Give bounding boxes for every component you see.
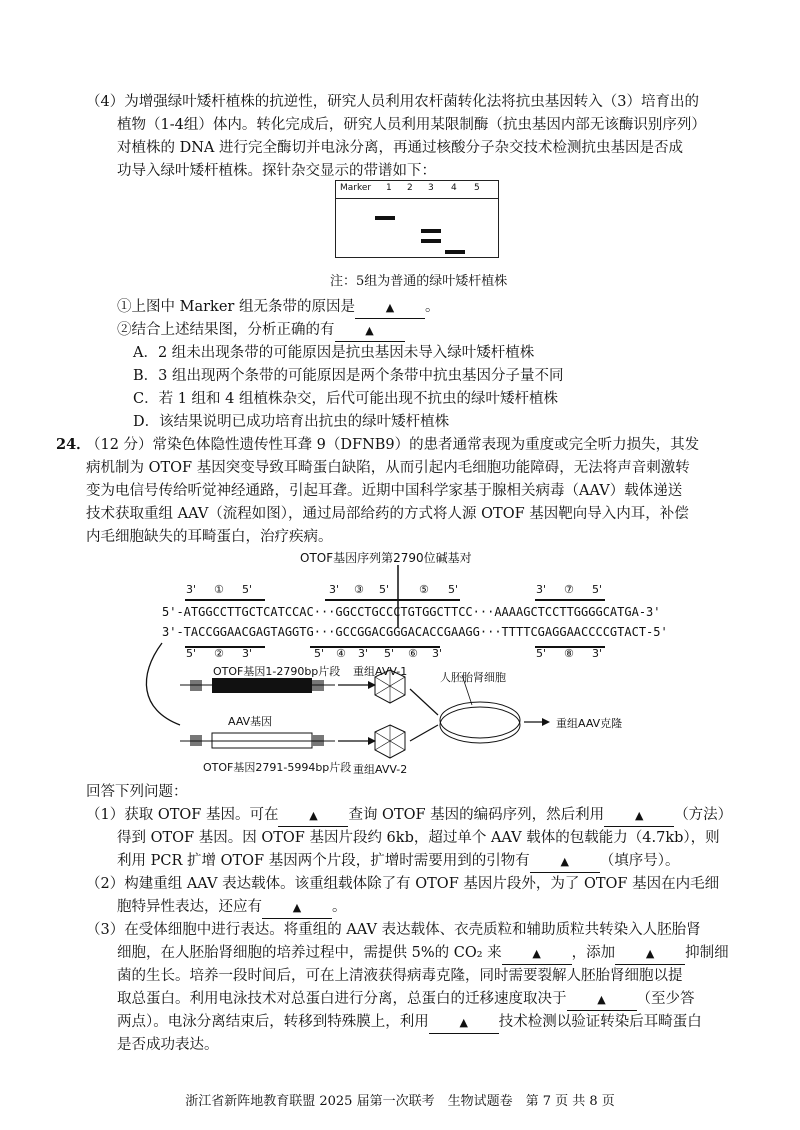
gel-band-lane1 — [375, 216, 395, 220]
option-a: A．2 组未出现条带的可能原因是抗虫基因未导入绿叶矮杆植株 — [133, 345, 535, 361]
option-b: B．3 组出现两个条带的可能原因是两个条带中抗虫基因分子量不同 — [133, 368, 564, 384]
s1-text: （1）获取 OTOF 基因。可在 — [86, 807, 279, 823]
sub1-text: ①上图中 Marker 组无条带的原因是 — [117, 299, 355, 315]
answer-blank[interactable] — [567, 989, 637, 1011]
strand-label: 3' — [592, 647, 603, 660]
answer-blank[interactable] — [278, 805, 348, 827]
dna-bottom-strand: 3'-TACCGGAACGAGTAGGTG···GCCGGACGGGACACCGAAGG···TTTTCGAGGAACCCCGTACT-5' — [162, 625, 668, 639]
answer-blank[interactable] — [355, 297, 425, 319]
answer-blank[interactable] — [262, 897, 332, 919]
answer-blank[interactable] — [502, 943, 572, 965]
s3-text: 技术检测以验证转染后耳畸蛋白 — [498, 1014, 702, 1030]
s1-text: （方法） — [674, 807, 733, 823]
gel-lane-label: 4 — [451, 183, 457, 193]
q23-4-line3: 对植株的 DNA 进行完全酶切并电泳分离，再通过核酸分子杂交技术检测抗虫基因是否成 — [117, 140, 683, 156]
primer-label: ② — [214, 647, 224, 660]
q23-4-sub2 — [117, 320, 405, 342]
option-c: C．若 1 组和 4 组植株杂交，后代可能出现不抗虫的绿叶矮杆植株 — [133, 391, 558, 407]
q24-s3-line5 — [117, 1012, 702, 1034]
answer-blank[interactable] — [335, 320, 405, 342]
primer-label: ⑧ — [564, 647, 574, 660]
q24-s2-line1: （2）构建重组 AAV 表达载体。该重组载体除了有 OTOF 基因片段外，为了 OTOF 基因在内毛细 — [86, 876, 720, 892]
q24-s1-line2: 得到 OTOF 基因。因 OTOF 基因片段约 6kb，超过单个 AAV 载体的包载能力（4.7kb），则 — [117, 830, 720, 846]
blank-mark: ▲ — [645, 947, 655, 960]
s1-text: 利用 PCR 扩增 OTOF 基因两个片段，扩增时需要用到的引物有 — [117, 853, 530, 869]
q24-s3-line4 — [117, 989, 695, 1011]
q24-s3-line1: （3）在受体细胞中进行表达。将重组的 AAV 表达载体、衣壳质粒和辅助质粒共转染入人胚胎肾 — [86, 922, 701, 938]
s3-text: ，添加 — [571, 945, 616, 961]
q23-4-line4: 功导入绿叶矮杆植株。探针杂交显示的带谱如下： — [117, 163, 436, 179]
option-d: D．该结果说明已成功培育出抗虫的绿叶矮杆植株 — [133, 414, 450, 430]
primer-label: ⑤ — [419, 583, 429, 596]
gel-band-lane3-lower — [421, 239, 441, 243]
cell-label: 人胚胎肾细胞 — [440, 671, 506, 684]
s1-text: 查询 OTOF 基因的编码序列，然后利用 — [348, 807, 605, 823]
gel-lane-label: 5 — [474, 183, 480, 193]
s2-text: 胞特异性表达，还应有 — [117, 899, 262, 915]
q24-s1-line1 — [86, 805, 732, 827]
q24-line1: （12 分）常染色体隐性遗传性耳聋 9（DFNB9）的患者通常表现为重度或完全听力损失，其发 — [86, 437, 700, 453]
q24-s3-line3: 菌的生长。培养一段时间后，可在上清液获得病毒克隆，同时需要裂解人胚胎肾细胞以提 — [117, 968, 683, 984]
strand-label: 5' — [448, 583, 459, 596]
s3-text: 抑制细 — [685, 945, 729, 961]
q24-line3: 变为电信号传给听觉神经通路，引起耳聋。近期中国科学家基于腺相关病毒（AAV）载体递送 — [86, 483, 683, 499]
answer-blank[interactable] — [530, 851, 600, 873]
q24-s1-line3 — [117, 851, 679, 873]
gel-note: 注：5组为普通的绿叶矮杆植株 — [330, 274, 508, 289]
s2-text: 。 — [332, 899, 347, 915]
gel-lane-label: 1 — [386, 183, 392, 193]
primer-label: ④ — [336, 647, 346, 660]
blank-mark: ▲ — [385, 301, 395, 314]
strand-label: 5' — [384, 647, 395, 660]
primer-label: ⑦ — [564, 583, 574, 596]
blank-mark: ▲ — [532, 947, 541, 960]
s3-text: 取总蛋白。利用电泳技术对总蛋白进行分离，总蛋白的迁移速度取决于 — [117, 991, 567, 1007]
strand-label: 5' — [242, 583, 253, 596]
strand-label: 5' — [592, 583, 603, 596]
q24-s3-line2 — [117, 943, 729, 965]
recomb2-label: 重组AVV-2 — [353, 763, 408, 776]
blank-mark: ▲ — [365, 324, 374, 337]
strand-label: 3' — [242, 647, 253, 660]
sub2-text: ②结合上述结果图，分析正确的有 — [117, 322, 335, 338]
fragment2-label: OTOF基因2791-5994bp片段 — [203, 761, 352, 774]
answer-blank[interactable] — [615, 943, 685, 965]
s3-text: （至少答 — [636, 991, 695, 1007]
primer-label: ③ — [354, 583, 364, 596]
blank-mark: ▲ — [309, 809, 318, 822]
blank-mark: ▲ — [459, 1016, 468, 1029]
strand-label: 3' — [329, 583, 340, 596]
q24-line2: 病机制为 OTOF 基因突变导致耳畸蛋白缺陷，从而引起内毛细胞功能障碍，无法将声音刺激转 — [86, 460, 690, 476]
q24-number: 24． — [56, 436, 91, 453]
q24-s3-line6: 是否成功表达。 — [117, 1037, 219, 1053]
s3-text: 两点）。电泳分离结束后，转移到特殊膜上，利用 — [117, 1014, 429, 1030]
gel-blot-figure — [335, 180, 499, 258]
fragment1-label: OTOF基因1-2790bp片段 — [213, 665, 341, 678]
strand-label: 5' — [186, 647, 197, 660]
q23-4-sub1 — [117, 297, 439, 319]
strand-label: 5' — [314, 647, 325, 660]
answer-blank[interactable] — [604, 805, 674, 827]
flow-arrow — [146, 643, 180, 725]
gel-band-lane3-upper — [421, 229, 441, 233]
s1-text: （填序号）。 — [599, 853, 680, 869]
answer-blank[interactable] — [429, 1012, 499, 1034]
q23-4-line1: （4）为增强绿叶矮杆植株的抗逆性，研究人员利用农杆菌转化法将抗虫基因转入（3）培育出的 — [86, 94, 699, 110]
strand-label: 3' — [432, 647, 443, 660]
strand-label: 5' — [536, 647, 547, 660]
page-footer: 浙江省新阵地教育联盟 2025 届第一次联考 生物试题卷 第 7 页 共 8 页 — [185, 1094, 615, 1109]
gel-band-lane4 — [445, 250, 465, 254]
gel-header — [336, 181, 498, 199]
figure-title: OTOF基因序列第2790位碱基对 — [300, 551, 472, 565]
aav-gene-label: AAV基因 — [228, 715, 273, 728]
s3-text: 细胞，在人胚胎肾细胞的培养过程中，需提供 5%的 CO₂ 来 — [117, 945, 502, 961]
gel-marker-label: Marker — [340, 183, 372, 193]
q24-s2-line2 — [117, 897, 347, 919]
blank-mark: ▲ — [560, 855, 569, 868]
strand-label: 3' — [358, 647, 369, 660]
strand-label: 5' — [379, 583, 390, 596]
answer-intro: 回答下列问题： — [86, 784, 188, 800]
gel-lane-label: 2 — [407, 183, 413, 193]
gel-lane-label: 3 — [428, 183, 434, 193]
primer-label: ⑥ — [408, 647, 418, 660]
strand-label: 3' — [186, 583, 197, 596]
q24-line4: 技术获取重组 AAV（流程如图），通过局部给药的方式将人源 OTOF 基因靶向导入内耳，补偿 — [86, 506, 689, 522]
dna-top-strand: 5'-ATGGCCTTGCTCATCCAC···GGCCTGCCCTGTGGCTTCC···AAAAGCTCCTTGGGGCATGA-3' — [162, 605, 661, 619]
q24-line5: 内毛细胞缺失的耳畸蛋白，治疗疾病。 — [86, 529, 333, 545]
strand-label: 3' — [536, 583, 547, 596]
blank-mark: ▲ — [634, 809, 644, 822]
primer-label: ① — [214, 583, 224, 596]
sub1-suffix: 。 — [424, 299, 440, 315]
blank-mark: ▲ — [292, 901, 302, 914]
blank-mark: ▲ — [597, 993, 606, 1006]
q23-4-line2: 植物（1-4组）体内。转化完成后，研究人员利用某限制酶（抗虫基因内部无该酶识别序列） — [117, 117, 706, 133]
recomb1-label: 重组AVV-1 — [353, 665, 408, 678]
clone-label: 重组AAV克隆 — [556, 717, 623, 730]
